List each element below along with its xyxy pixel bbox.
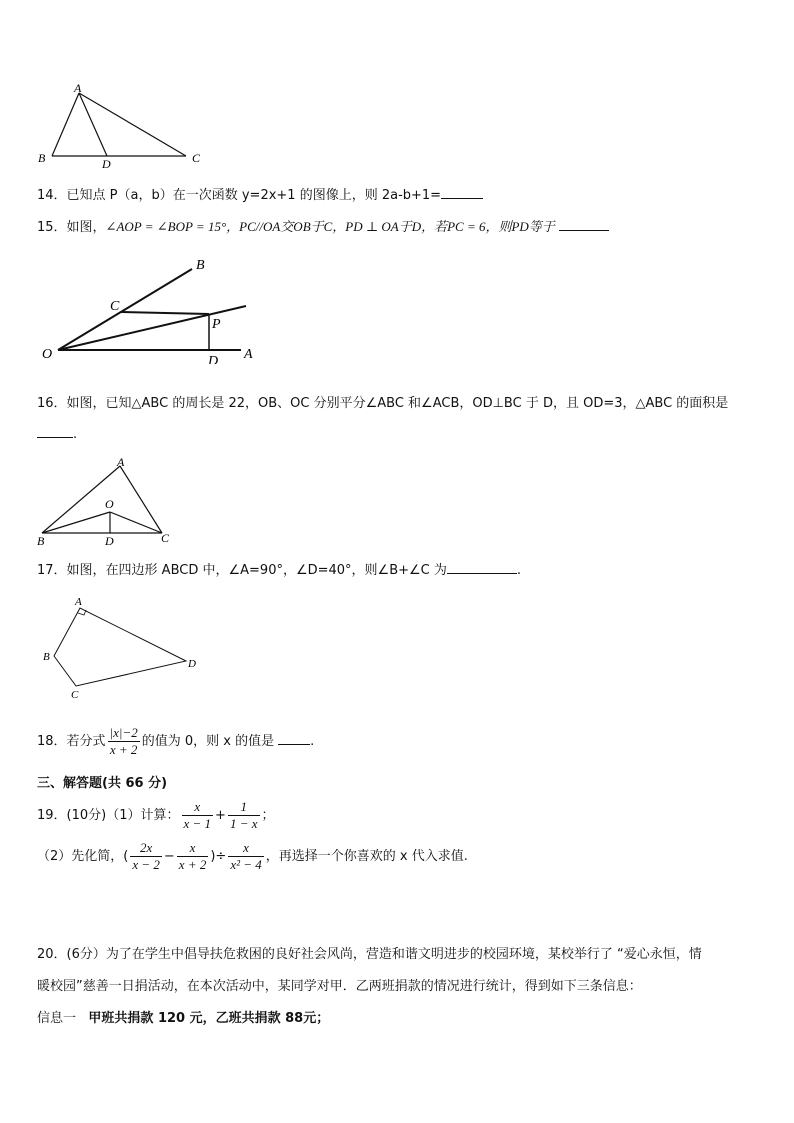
question-15-text: ∠AOP = ∠BOP = 15°，PC//OA交OB于C，PD ⊥ OA于D，若PC = 6，则PD等于 bbox=[105, 219, 555, 234]
label-b: B bbox=[38, 151, 46, 165]
fraction-numerator: x bbox=[177, 840, 209, 857]
fraction bbox=[108, 725, 140, 758]
segment-oc bbox=[110, 512, 162, 533]
question-19-part1-end: ； bbox=[261, 808, 275, 823]
edge-ac bbox=[120, 466, 162, 533]
fraction bbox=[177, 840, 209, 873]
question-18-suffix: 的值为 0，则 x 的值是 bbox=[141, 734, 275, 749]
info-text: 甲班共捐款 120 元，乙班共捐款 88元； bbox=[88, 1011, 330, 1026]
question-17-end: . bbox=[516, 563, 522, 578]
question-16 bbox=[37, 395, 728, 413]
fraction-denominator: x − 2 bbox=[132, 857, 160, 872]
label-a: A bbox=[244, 347, 253, 362]
figure-16 bbox=[34, 456, 184, 548]
label-o: O bbox=[42, 347, 53, 362]
edge-ac bbox=[79, 93, 186, 156]
fraction-denominator: x + 2 bbox=[178, 857, 207, 872]
segment-ob bbox=[42, 512, 110, 533]
question-14 bbox=[37, 186, 483, 205]
fraction bbox=[182, 799, 214, 832]
answer-blank bbox=[37, 425, 73, 438]
question-15-prefix: 15．如图， bbox=[37, 220, 106, 235]
fraction-denominator: 1 − x bbox=[229, 816, 258, 831]
fraction-denominator: x² − 4 bbox=[230, 857, 262, 872]
question-16-end: . bbox=[73, 427, 78, 442]
divide-sign: )÷ bbox=[210, 849, 227, 864]
question-18-prefix: 18．若分式 bbox=[37, 734, 106, 749]
question-14-text: 14．已知点 P（a，b）在一次函数 y=2x+1 的图像上，则 2a-b+1= bbox=[37, 188, 442, 203]
question-19-part2-suffix: ，再选择一个你喜欢的 x 代入求值. bbox=[265, 849, 468, 864]
question-16-line2 bbox=[37, 425, 77, 444]
minus-sign: − bbox=[163, 849, 175, 864]
fraction bbox=[228, 799, 260, 832]
question-19-part2 bbox=[37, 837, 468, 877]
label-b: B bbox=[196, 258, 205, 273]
info-label: 信息一 bbox=[37, 1011, 77, 1026]
question-16-text: 16．如图，已知△ABC 的周长是 22，OB、OC 分别平分∠ABC 和∠ACB，OD⊥BC 于 D，且 OD=3，△ABC 的面积是 bbox=[37, 396, 729, 411]
fraction-numerator: 2x bbox=[130, 840, 162, 857]
label-a: A bbox=[117, 456, 125, 469]
quadrilateral-abcd bbox=[54, 608, 186, 686]
question-17 bbox=[37, 561, 521, 580]
question-19-prefix: 19．(10分)（1）计算： bbox=[37, 808, 180, 823]
ray-ob bbox=[58, 269, 192, 350]
label-p: P bbox=[212, 317, 221, 332]
answer-blank bbox=[441, 186, 483, 199]
segment-pc bbox=[121, 312, 209, 314]
answer-blank bbox=[559, 218, 609, 231]
section-title: 三、解答题(共 66 分) bbox=[37, 776, 168, 791]
fraction bbox=[130, 840, 162, 873]
question-18 bbox=[37, 722, 314, 762]
label-d: D bbox=[105, 534, 114, 548]
question-18-end: . bbox=[310, 734, 315, 749]
label-c: C bbox=[110, 299, 120, 314]
answer-blank bbox=[447, 561, 517, 574]
edge-ad bbox=[79, 93, 107, 156]
label-a: A bbox=[75, 596, 82, 608]
label-b: B bbox=[43, 651, 50, 663]
fraction-numerator: x bbox=[228, 840, 263, 857]
question-20-line2: 暖校园”慈善一日捐活动，在本次活动中，某同学对甲．乙两班捐款的情况进行统计，得到如下三条信息： bbox=[37, 979, 642, 994]
figure-triangle-top bbox=[30, 82, 210, 168]
plus-sign: + bbox=[215, 808, 226, 823]
label-a: A bbox=[74, 82, 82, 95]
fraction-numerator: |x|−2 bbox=[109, 725, 138, 740]
figure-15 bbox=[36, 252, 266, 364]
label-o: O bbox=[105, 497, 114, 511]
label-d: D bbox=[208, 354, 219, 364]
question-20-line1: 20．(6分）为了在学生中倡导扶危救困的良好社会风尚，营造和谐文明进步的校园环境，某校举行了 “爱心永恒，情 bbox=[37, 947, 702, 962]
fraction-denominator: x + 2 bbox=[109, 742, 138, 757]
answer-blank bbox=[278, 732, 310, 745]
fraction-numerator: 1 bbox=[228, 799, 260, 816]
question-15 bbox=[37, 218, 609, 237]
question-17-text: 17．如图，在四边形 ABCD 中，∠A=90°，∠D=40°，则∠B+∠C 为 bbox=[37, 563, 447, 578]
figure-17 bbox=[38, 594, 208, 702]
label-c: C bbox=[71, 689, 79, 701]
label-d: D bbox=[188, 658, 196, 670]
question-19-part2-prefix: （2）先化简，( bbox=[37, 849, 129, 864]
label-c: C bbox=[192, 151, 201, 165]
edge-ab bbox=[52, 93, 79, 156]
label-d: D bbox=[102, 157, 111, 168]
label-c: C bbox=[161, 531, 170, 545]
question-20-info1 bbox=[37, 1010, 329, 1028]
question-19-part1 bbox=[37, 796, 275, 836]
fraction-numerator: x bbox=[182, 799, 214, 816]
fraction bbox=[228, 840, 263, 873]
fraction-denominator: x − 1 bbox=[183, 816, 212, 831]
label-b: B bbox=[37, 534, 45, 548]
